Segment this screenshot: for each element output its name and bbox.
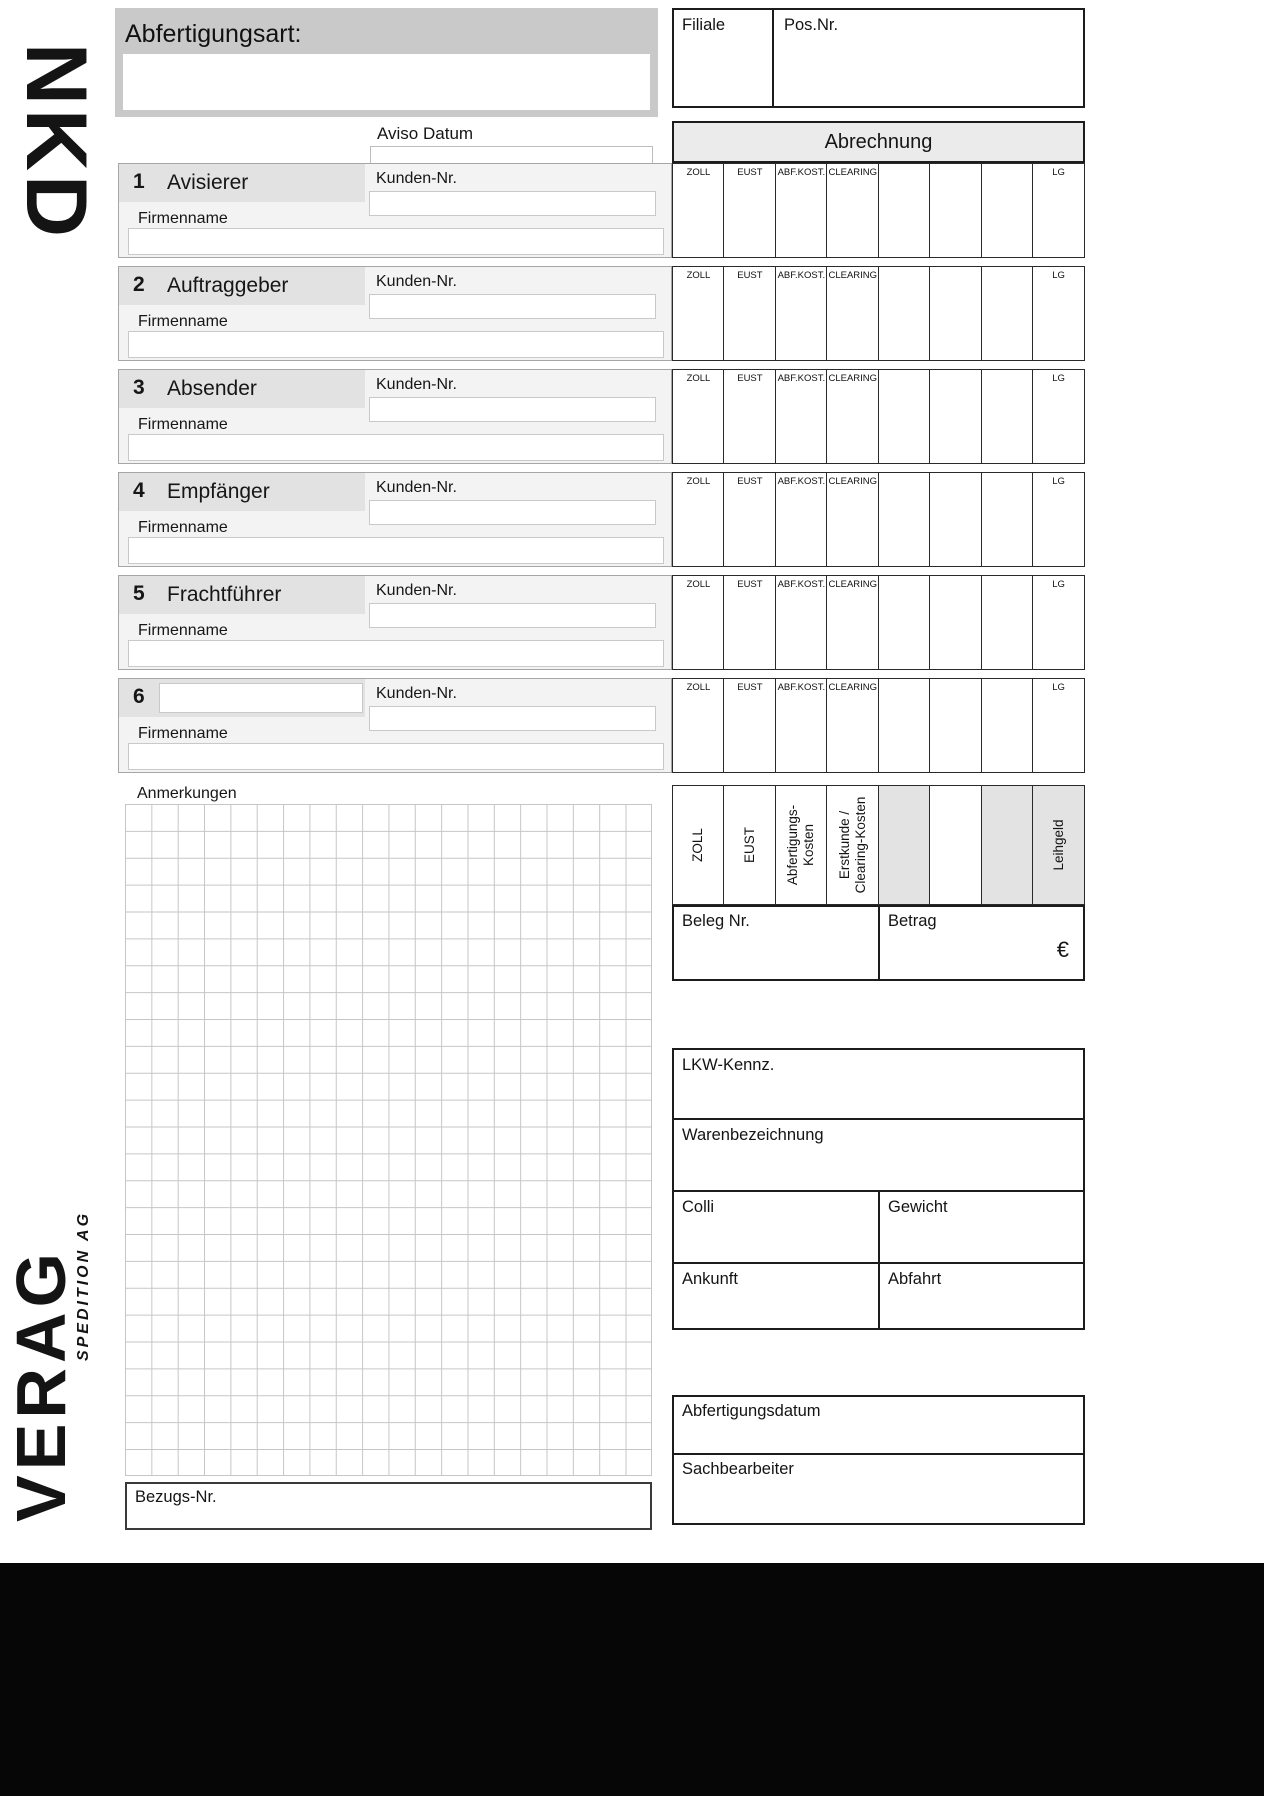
beleg-betrag-box: [672, 905, 1085, 981]
cost-cell-eust[interactable]: [723, 678, 776, 773]
kunden-nr-input-5[interactable]: [369, 603, 656, 628]
kunden-nr-label: Kunden-Nr.: [376, 273, 457, 290]
abrechnung-header: [672, 121, 1085, 163]
party-header-6: [119, 679, 365, 717]
cost-cell-zoll[interactable]: [672, 163, 725, 258]
cost-cell-zoll[interactable]: [672, 369, 725, 464]
brand-spedition-text: SPEDITION AG: [75, 1210, 92, 1362]
cost-cell-clearing[interactable]: [826, 266, 879, 361]
cost-cell-eust[interactable]: [723, 575, 776, 670]
zoll-column-header: ZOLL: [686, 682, 711, 693]
beleg-nr-field[interactable]: [674, 907, 880, 979]
cost-cell-lg[interactable]: [1032, 369, 1085, 464]
betrag-field[interactable]: [880, 907, 1083, 979]
lg-column-header: LG: [1052, 579, 1065, 590]
abfkost-column-header: ABF.KOST.: [777, 579, 826, 590]
cost-cell-blank[interactable]: [929, 678, 982, 773]
party-name: Empfänger: [167, 480, 270, 503]
cost-cell-blank[interactable]: [929, 575, 982, 670]
gewicht-field[interactable]: [880, 1192, 1083, 1262]
firmenname-input-4[interactable]: [128, 537, 664, 564]
cost-row-4: [672, 472, 1085, 567]
zoll-vertical-label: ZOLL: [690, 828, 706, 862]
cost-cell-abfkost[interactable]: [775, 266, 828, 361]
kunden-nr-label: Kunden-Nr.: [376, 582, 457, 599]
zoll-column-header: ZOLL: [686, 579, 711, 590]
ankunft-field[interactable]: [674, 1264, 880, 1328]
party-name: Avisierer: [167, 171, 249, 194]
brand-verag-logo: [2, 1226, 80, 1544]
party-header-4: [119, 473, 365, 511]
gewicht-label: Gewicht: [888, 1198, 948, 1216]
party-name-input[interactable]: [159, 683, 363, 713]
eust-column-header: EUST: [737, 579, 763, 590]
zoll-column-header: ZOLL: [686, 476, 711, 487]
cost-cell-clearing[interactable]: [826, 163, 879, 258]
eust-column-header: EUST: [737, 682, 763, 693]
vband-cell-leihgeld: [1032, 785, 1085, 905]
cost-cell-blank[interactable]: [929, 266, 982, 361]
cost-row-1: [672, 163, 1085, 258]
cost-cell-clearing[interactable]: [826, 575, 879, 670]
kunden-nr-input-6[interactable]: [369, 706, 656, 731]
cost-cell-blank[interactable]: [929, 163, 982, 258]
brand-nkd-logo: [8, 22, 104, 262]
cost-cell-lg[interactable]: [1032, 575, 1085, 670]
lg-column-header: LG: [1052, 373, 1065, 384]
cost-cell-blank[interactable]: [929, 472, 982, 567]
party-name: Auftraggeber: [167, 274, 289, 297]
abfahrt-label: Abfahrt: [888, 1270, 942, 1288]
vband-cell-eust: [723, 785, 776, 905]
abfertigungsdatum-field[interactable]: [674, 1397, 1083, 1453]
zoll-column-header: ZOLL: [686, 270, 711, 281]
party-header-5: [119, 576, 365, 614]
party-section-2: [118, 266, 1085, 361]
abfkost-column-header: ABF.KOST.: [777, 167, 826, 178]
anmerkungen-label: Anmerkungen: [137, 785, 237, 802]
cost-cell-abfkost[interactable]: [775, 472, 828, 567]
firmenname-label: Firmenname: [138, 519, 228, 536]
firmenname-input-1[interactable]: [128, 228, 664, 255]
kunden-nr-input-3[interactable]: [369, 397, 656, 422]
cost-row-5: [672, 575, 1085, 670]
clearing-column-header: CLEARING: [828, 373, 878, 384]
party-box-3: [118, 369, 672, 464]
bezugs-nr-field[interactable]: [125, 1482, 652, 1530]
cost-row-2: [672, 266, 1085, 361]
party-box-5: [118, 575, 672, 670]
vband-cell-blank: [929, 785, 982, 905]
cost-category-band: [672, 785, 1085, 905]
filiale-field[interactable]: [674, 10, 774, 106]
colli-gewicht-row: [674, 1190, 1083, 1262]
cost-row-6: [672, 678, 1085, 773]
abfkost-column-header: ABF.KOST.: [777, 682, 826, 693]
party-section-5: [118, 575, 1085, 670]
brand-nkd-text: NKD: [8, 42, 104, 242]
euro-symbol: €: [1056, 937, 1069, 962]
filiale-label: Filiale: [682, 16, 726, 34]
firmenname-label: Firmenname: [138, 725, 228, 742]
firmenname-label: Firmenname: [138, 313, 228, 330]
cost-cell-abfkost[interactable]: [775, 163, 828, 258]
cost-cell-blank[interactable]: [878, 472, 931, 567]
beleg-nr-label: Beleg Nr.: [682, 912, 750, 930]
sachbearbeiter-field[interactable]: [674, 1453, 1083, 1523]
cost-row-3: [672, 369, 1085, 464]
cost-cell-zoll[interactable]: [672, 575, 725, 670]
cost-cell-blank[interactable]: [981, 472, 1034, 567]
abfkost-column-header: ABF.KOST.: [777, 270, 826, 281]
cost-cell-blank[interactable]: [981, 266, 1034, 361]
party-number: 6: [133, 685, 145, 708]
lg-column-header: LG: [1052, 270, 1065, 281]
cost-cell-zoll[interactable]: [672, 678, 725, 773]
eust-column-header: EUST: [737, 373, 763, 384]
cost-cell-blank[interactable]: [878, 369, 931, 464]
pos-nr-field[interactable]: [774, 10, 1083, 106]
firmenname-label: Firmenname: [138, 416, 228, 433]
ankunft-abfahrt-row: [674, 1262, 1083, 1328]
betrag-label: Betrag: [888, 912, 937, 930]
cost-cell-lg[interactable]: [1032, 163, 1085, 258]
brand-spedition-logo: [70, 1198, 98, 1374]
cost-cell-blank[interactable]: [981, 163, 1034, 258]
cost-cell-clearing[interactable]: [826, 678, 879, 773]
cost-cell-blank[interactable]: [981, 369, 1034, 464]
cost-cell-eust[interactable]: [723, 163, 776, 258]
party-box-6: [118, 678, 672, 773]
cost-cell-clearing[interactable]: [826, 369, 879, 464]
kunden-nr-input-4[interactable]: [369, 500, 656, 525]
vband-cell-clearingkosten: [826, 785, 879, 905]
colli-field[interactable]: [674, 1192, 880, 1262]
party-number: 1: [133, 170, 145, 193]
cost-cell-blank[interactable]: [878, 575, 931, 670]
abfkost-column-header: ABF.KOST.: [777, 476, 826, 487]
colli-label: Colli: [682, 1198, 715, 1216]
abfertigungsdatum-label: Abfertigungsdatum: [682, 1402, 821, 1420]
cost-cell-lg[interactable]: [1032, 266, 1085, 361]
party-number: 4: [133, 479, 145, 502]
lg-column-header: LG: [1052, 476, 1065, 487]
abfertigungsart-box: [115, 8, 658, 117]
cost-cell-clearing[interactable]: [826, 472, 879, 567]
firmenname-input-5[interactable]: [128, 640, 664, 667]
cost-cell-lg[interactable]: [1032, 472, 1085, 567]
clearing-column-header: CLEARING: [828, 167, 878, 178]
eust-column-header: EUST: [737, 167, 763, 178]
warenbezeichnung-field[interactable]: [674, 1118, 1083, 1190]
abfertigungsart-input[interactable]: [123, 54, 650, 110]
cost-cell-blank[interactable]: [878, 163, 931, 258]
cost-cell-lg[interactable]: [1032, 678, 1085, 773]
sachbearbeiter-label: Sachbearbeiter: [682, 1460, 794, 1478]
party-header-2: [119, 267, 365, 305]
abfahrt-field[interactable]: [880, 1264, 1083, 1328]
party-box-4: [118, 472, 672, 567]
zoll-column-header: ZOLL: [686, 373, 711, 384]
firmenname-input-2[interactable]: [128, 331, 664, 358]
abfertigungskosten-vertical-label: Abfertigungs-Kosten: [785, 804, 817, 886]
party-name: Absender: [167, 377, 257, 400]
cost-cell-eust[interactable]: [723, 369, 776, 464]
shipment-box: [672, 1048, 1085, 1330]
pos-nr-label: Pos.Nr.: [784, 16, 839, 34]
anmerkungen-grid[interactable]: [125, 804, 652, 1476]
party-section-1: [118, 163, 1085, 258]
abfkost-column-header: ABF.KOST.: [777, 373, 826, 384]
party-header-3: [119, 370, 365, 408]
filiale-posnr-box: [672, 8, 1085, 108]
lkw-kennz-field[interactable]: [674, 1050, 1083, 1118]
lg-column-header: LG: [1052, 167, 1065, 178]
aviso-datum-label: Aviso Datum: [377, 124, 474, 143]
lkw-kennz-label: LKW-Kennz.: [682, 1056, 775, 1074]
warenbezeichnung-label: Warenbezeichnung: [682, 1126, 824, 1144]
leihgeld-vertical-label: Leihgeld: [1050, 819, 1066, 871]
eust-column-header: EUST: [737, 476, 763, 487]
party-section-4: [118, 472, 1085, 567]
cost-cell-zoll[interactable]: [672, 472, 725, 567]
kunden-nr-label: Kunden-Nr.: [376, 170, 457, 187]
cost-cell-blank[interactable]: [929, 369, 982, 464]
eust-vertical-label: EUST: [742, 827, 758, 864]
cost-cell-zoll[interactable]: [672, 266, 725, 361]
processing-box: [672, 1395, 1085, 1525]
party-number: 3: [133, 376, 145, 399]
clearing-column-header: CLEARING: [828, 270, 878, 281]
party-box-2: [118, 266, 672, 361]
vband-cell-blank: [878, 785, 931, 905]
party-box-1: [118, 163, 672, 258]
kunden-nr-input-1[interactable]: [369, 191, 656, 216]
cost-cell-eust[interactable]: [723, 472, 776, 567]
party-section-3: [118, 369, 1085, 464]
party-number: 2: [133, 273, 145, 296]
vband-cell-abfertigungskosten: [775, 785, 828, 905]
eust-column-header: EUST: [737, 270, 763, 281]
firmenname-input-6[interactable]: [128, 743, 664, 770]
cost-cell-blank[interactable]: [878, 266, 931, 361]
firmenname-input-3[interactable]: [128, 434, 664, 461]
party-number: 5: [133, 582, 145, 605]
kunden-nr-label: Kunden-Nr.: [376, 376, 457, 393]
footer-bar: [0, 1563, 1264, 1796]
vband-cell-blank: [981, 785, 1034, 905]
ankunft-label: Ankunft: [682, 1270, 738, 1288]
party-section-6: [118, 678, 1085, 773]
clearing-column-header: CLEARING: [828, 682, 878, 693]
cost-cell-abfkost[interactable]: [775, 575, 828, 670]
clearingkosten-vertical-label: Erstkunde / Clearing-Kosten: [837, 796, 868, 894]
cost-cell-blank[interactable]: [981, 575, 1034, 670]
clearing-column-header: CLEARING: [828, 476, 878, 487]
brand-verag-text: VERAG: [2, 1248, 80, 1522]
firmenname-label: Firmenname: [138, 210, 228, 227]
kunden-nr-input-2[interactable]: [369, 294, 656, 319]
cost-cell-abfkost[interactable]: [775, 678, 828, 773]
firmenname-label: Firmenname: [138, 622, 228, 639]
lg-column-header: LG: [1052, 682, 1065, 693]
cost-cell-eust[interactable]: [723, 266, 776, 361]
kunden-nr-label: Kunden-Nr.: [376, 685, 457, 702]
abfertigungsart-label: Abfertigungsart:: [125, 20, 302, 48]
cost-cell-abfkost[interactable]: [775, 369, 828, 464]
bezugs-nr-label: Bezugs-Nr.: [135, 1488, 217, 1506]
party-header-1: [119, 164, 365, 202]
kunden-nr-label: Kunden-Nr.: [376, 479, 457, 496]
abrechnung-title: Abrechnung: [824, 130, 933, 153]
party-name: Frachtführer: [167, 583, 282, 606]
cost-cell-blank[interactable]: [981, 678, 1034, 773]
cost-cell-blank[interactable]: [878, 678, 931, 773]
vband-cell-zoll: [672, 785, 725, 905]
zoll-column-header: ZOLL: [686, 167, 711, 178]
clearing-column-header: CLEARING: [828, 579, 878, 590]
